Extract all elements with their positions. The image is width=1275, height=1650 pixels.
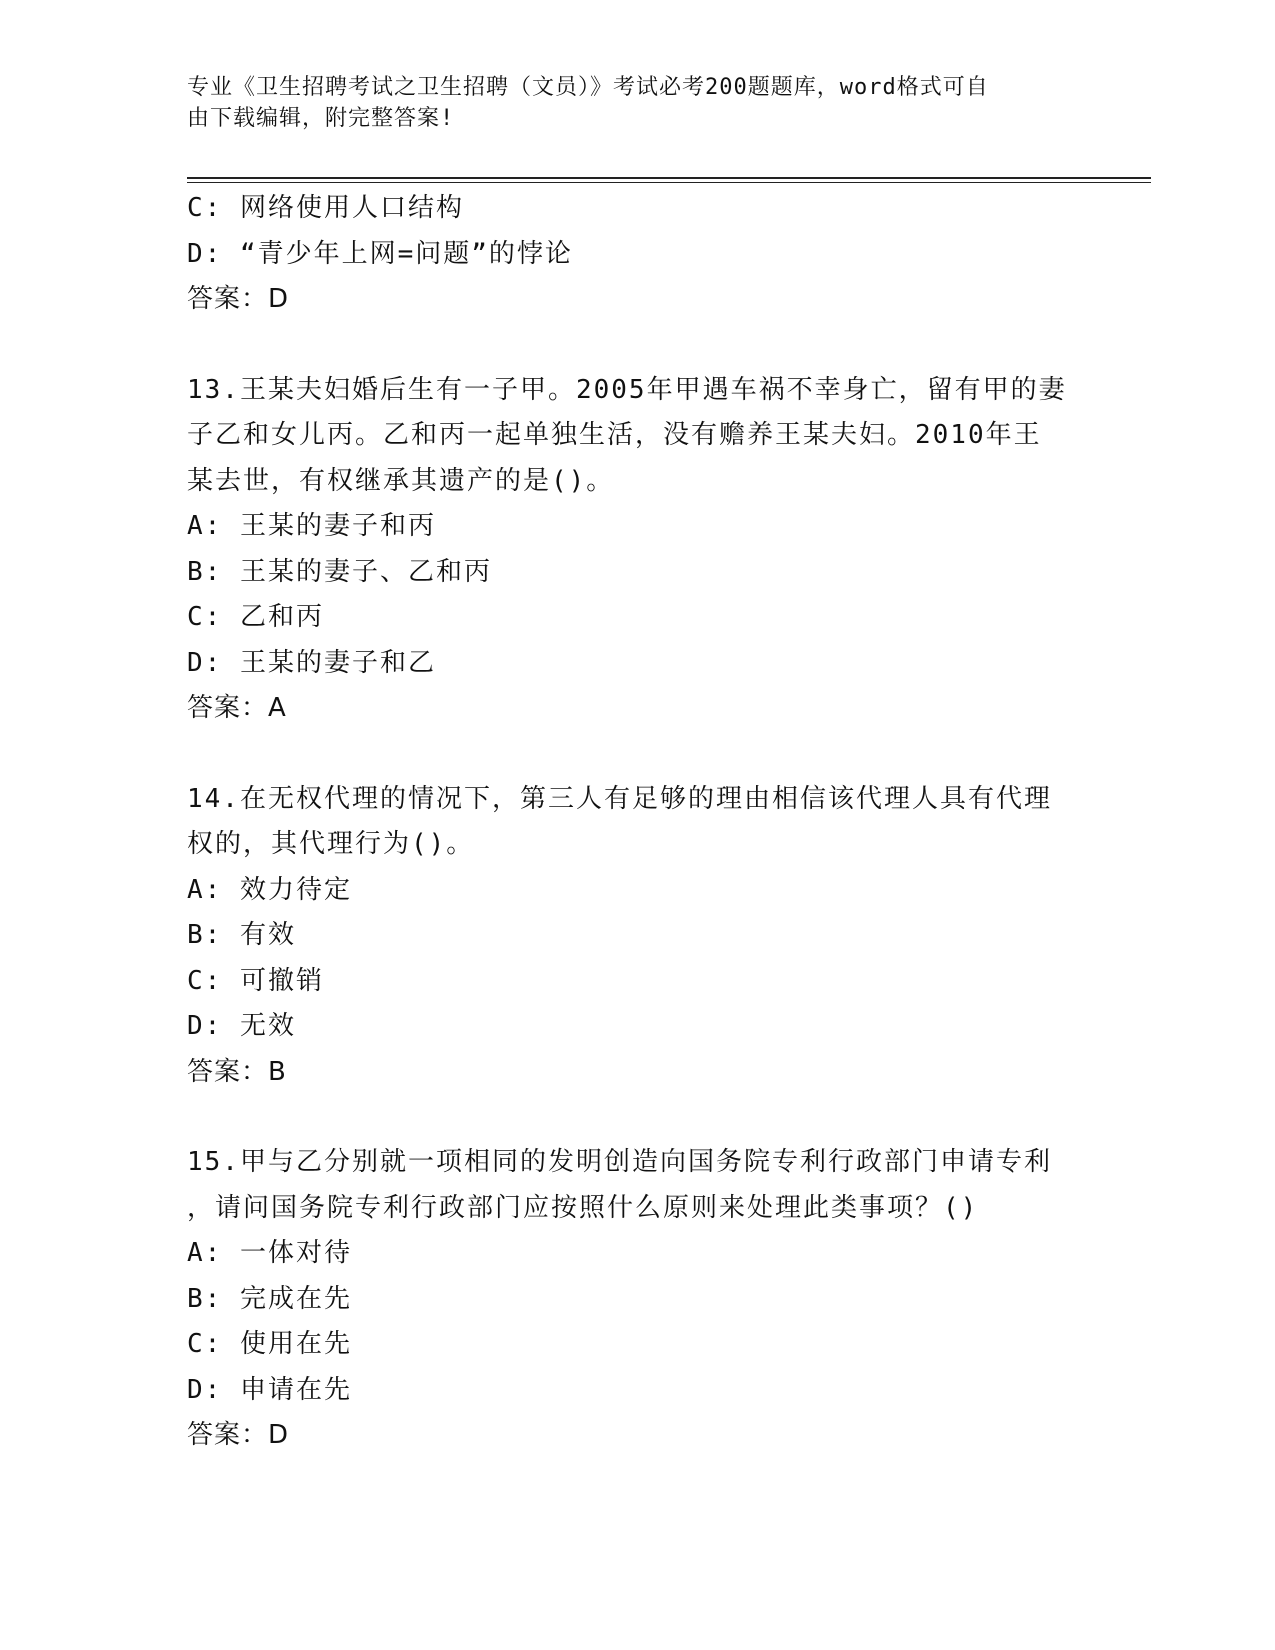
question-stem-line: 14.在无权代理的情况下，第三人有足够的理由相信该代理人具有代理 bbox=[187, 783, 1052, 814]
option-a: A: 王某的妻子和丙 bbox=[187, 511, 436, 541]
question-content bbox=[187, 186, 1107, 1459]
header-line-1: 专业《卫生招聘考试之卫生招聘（文员）》考试必考200题题库，word格式可自 bbox=[187, 75, 989, 100]
option-a: A: 一体对待 bbox=[187, 1238, 352, 1268]
option-d: D: 王某的妻子和乙 bbox=[187, 647, 436, 678]
answer-label: 答案：A bbox=[187, 693, 287, 723]
option-b: B: 有效 bbox=[187, 920, 296, 950]
header-divider-thin bbox=[187, 182, 1151, 183]
option-c: C: 网络使用人口结构 bbox=[187, 193, 464, 223]
header-divider bbox=[187, 177, 1151, 179]
question-12-tail bbox=[187, 186, 1107, 323]
option-d: D: 申请在先 bbox=[187, 1374, 352, 1405]
question-13 bbox=[187, 368, 1107, 732]
option-b: B: 完成在先 bbox=[187, 1283, 352, 1314]
option-d: D: “青少年上网=问题”的悖论 bbox=[187, 238, 573, 269]
question-stem-line: 权的，其代理行为()。 bbox=[187, 829, 475, 859]
header-line-2: 由下载编辑，附完整答案! bbox=[187, 106, 455, 131]
answer-label: 答案：D bbox=[187, 284, 290, 314]
page-header bbox=[187, 72, 1067, 134]
question-14 bbox=[187, 777, 1107, 1096]
question-stem-line: 15.甲与乙分别就一项相同的发明创造向国务院专利行政部门申请专利 bbox=[187, 1147, 1052, 1177]
answer-label: 答案：D bbox=[187, 1420, 290, 1450]
question-stem-line: 子乙和女儿丙。乙和丙一起单独生活，没有赡养王某夫妇。2010年王 bbox=[187, 420, 1042, 450]
answer-label: 答案：B bbox=[187, 1056, 287, 1087]
option-c: C: 可撤销 bbox=[187, 965, 324, 996]
option-b: B: 王某的妻子、乙和丙 bbox=[187, 556, 492, 587]
option-a: A: 效力待定 bbox=[187, 874, 352, 905]
option-c: C: 使用在先 bbox=[187, 1329, 352, 1359]
question-stem-line: ，请问国务院专利行政部门应按照什么原则来处理此类事项？() bbox=[187, 1192, 979, 1223]
question-stem-line: 13.王某夫妇婚后生有一子甲。2005年甲遇车祸不幸身亡，留有甲的妻 bbox=[187, 374, 1067, 405]
option-d: D: 无效 bbox=[187, 1011, 296, 1041]
question-stem-line: 某去世，有权继承其遗产的是()。 bbox=[187, 465, 615, 496]
option-c: C: 乙和丙 bbox=[187, 602, 324, 632]
question-15 bbox=[187, 1140, 1107, 1459]
